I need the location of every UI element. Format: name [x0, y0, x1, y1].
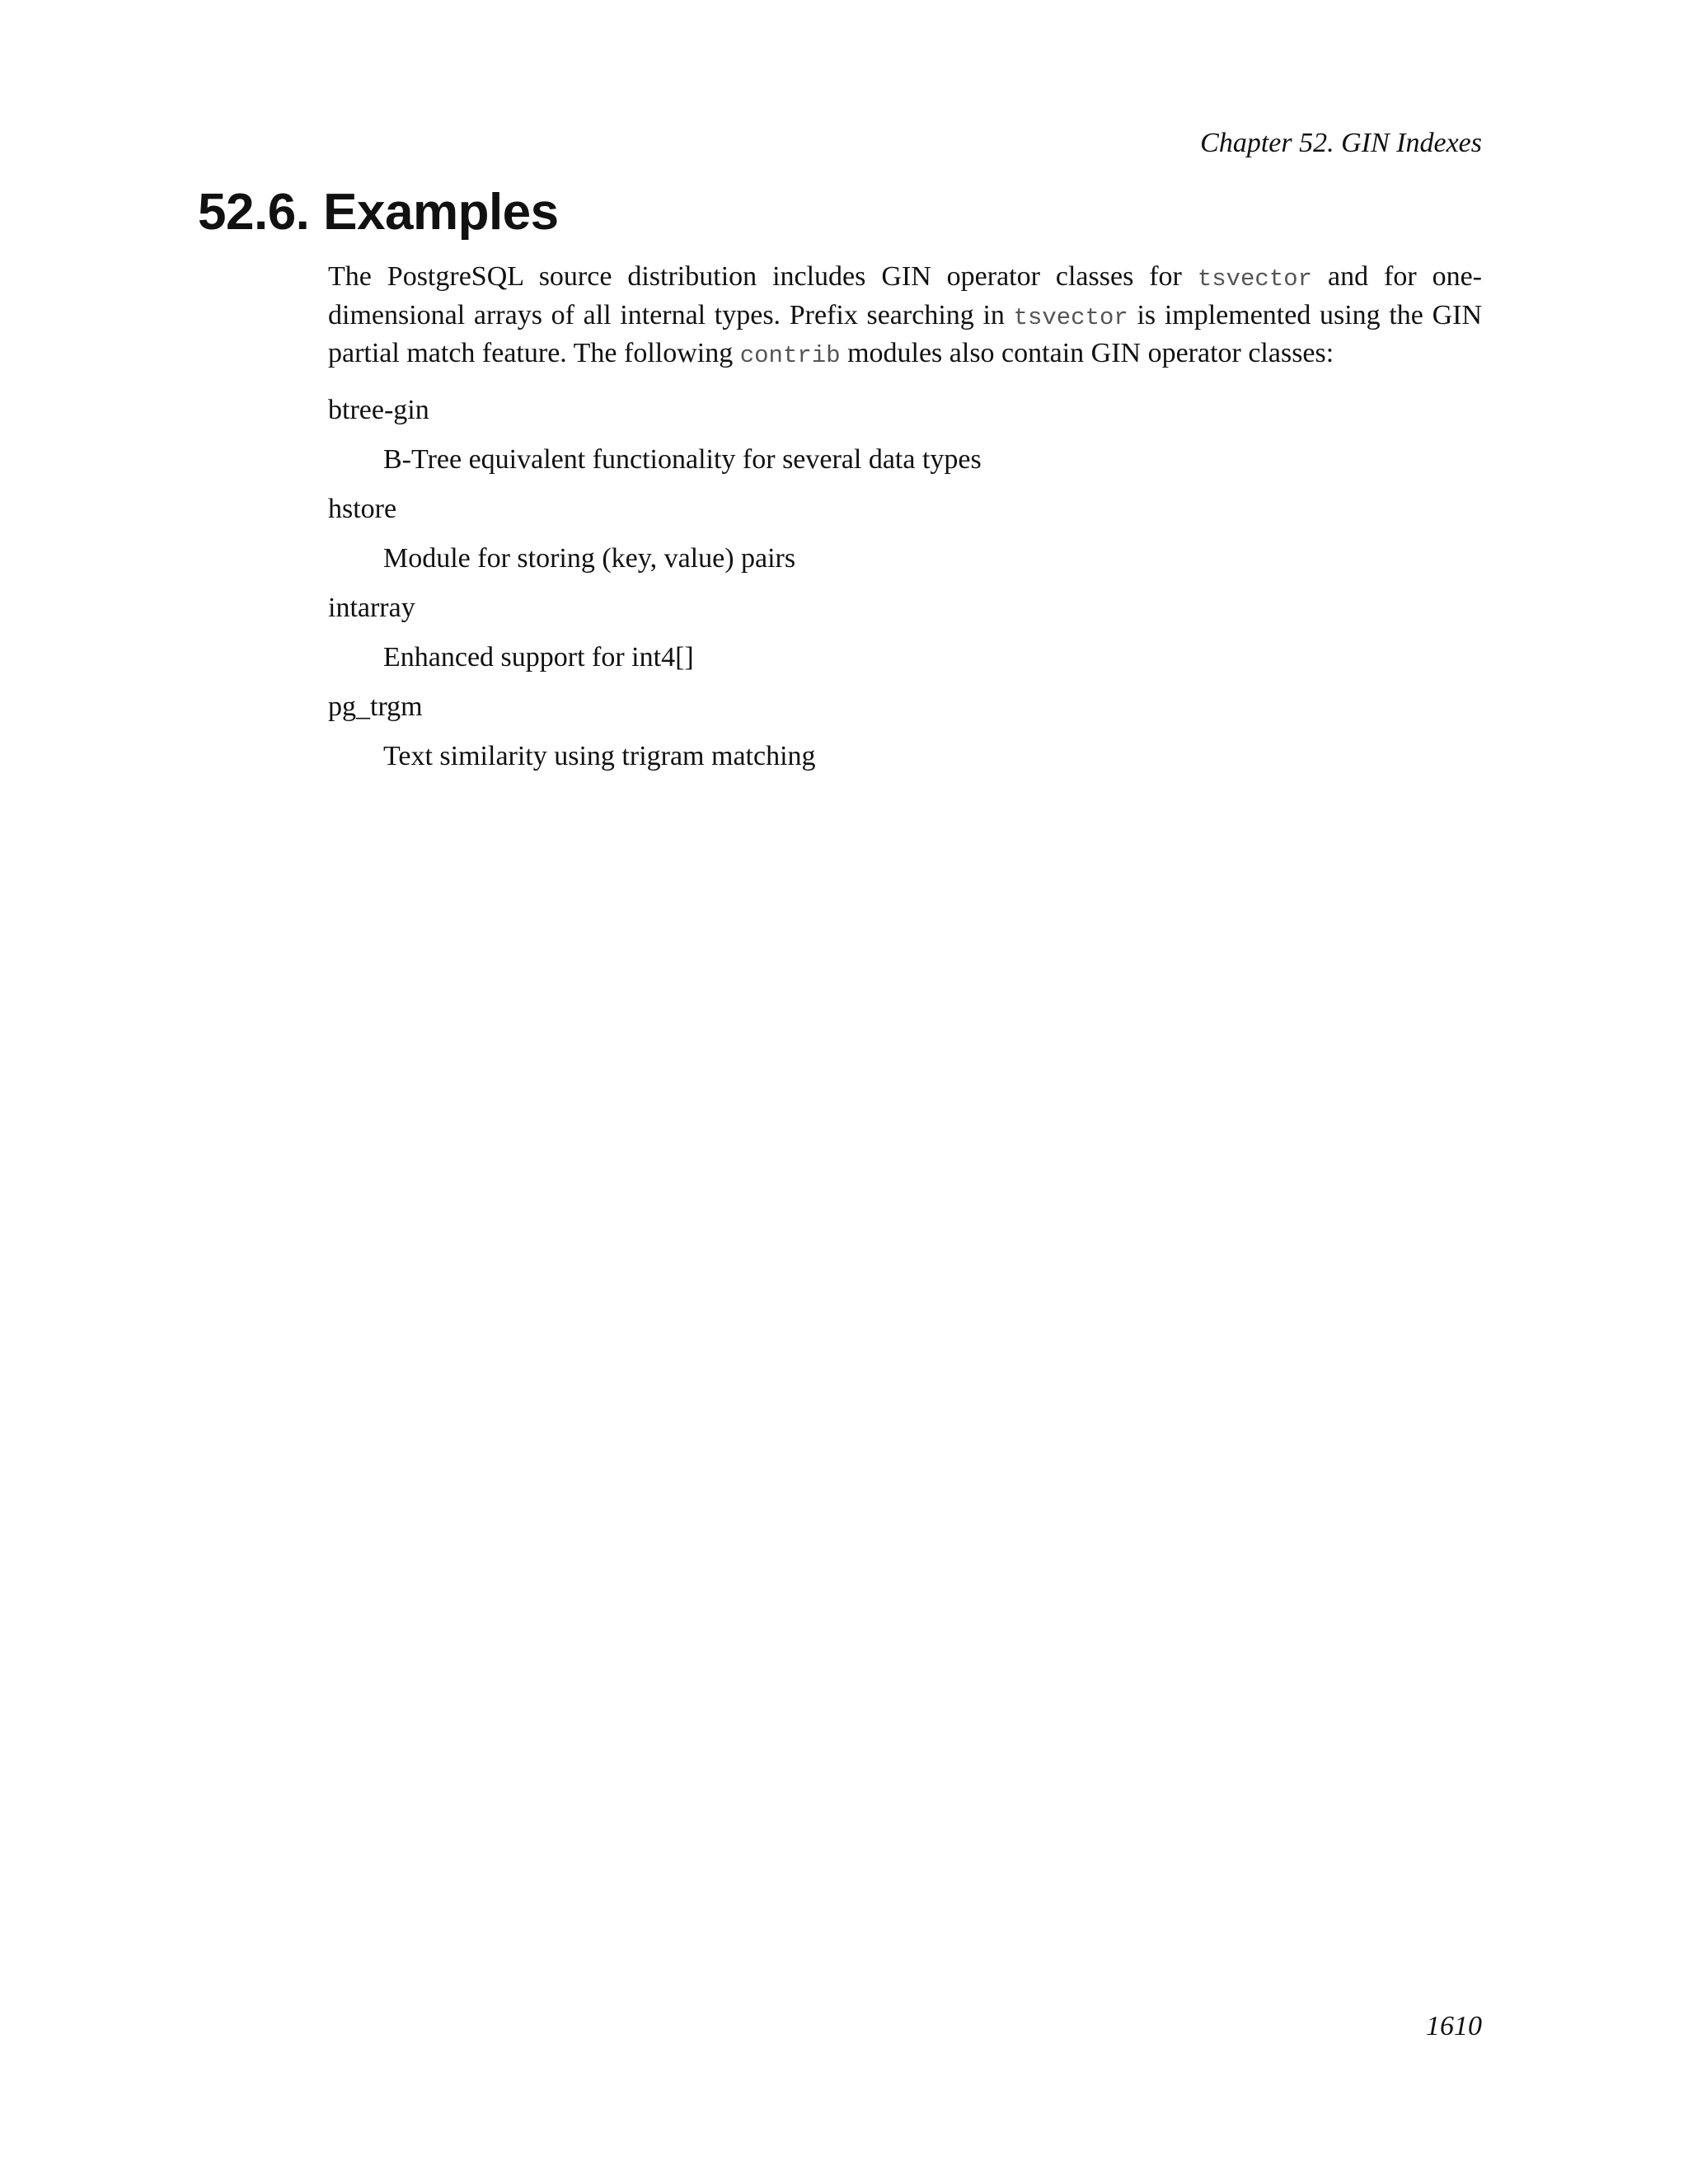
- intro-text-4: modules also contain GIN operator classes:: [840, 338, 1334, 368]
- intro-text-3: is implemented using the GIN partial match feature. The following: [328, 299, 1482, 368]
- module-description-btree-gin: B-Tree equivalent functionality for several data types: [383, 444, 982, 475]
- code-tsvector: tsvector: [1197, 265, 1313, 293]
- module-list: [328, 392, 1482, 788]
- module-description-pg-trgm: Text similarity using trigram matching: [383, 741, 816, 771]
- code-tsvector-2: tsvector: [1013, 303, 1128, 331]
- intro-paragraph: [328, 259, 1482, 374]
- intro-text-2: and for one-dimensional arrays of all internal types. Prefix searching in: [328, 261, 1482, 330]
- code-contrib: contrib: [739, 342, 841, 369]
- section-title: 52.6. Examples: [198, 184, 559, 241]
- intro-text-1: The PostgreSQL source distribution includes GIN operator classes for: [328, 261, 1198, 292]
- module-description-hstore: Module for storing (key, value) pairs: [383, 543, 796, 574]
- module-term-pg-trgm: pg_trgm: [328, 691, 423, 722]
- module-term-intarray: intarray: [328, 593, 415, 623]
- module-term-btree-gin: btree-gin: [328, 395, 429, 425]
- running-header: Chapter 52. GIN Indexes: [1200, 128, 1482, 158]
- page-number: 1610: [1426, 2011, 1482, 2041]
- module-description-intarray: Enhanced support for int4[]: [383, 642, 694, 673]
- module-term-hstore: hstore: [328, 494, 397, 524]
